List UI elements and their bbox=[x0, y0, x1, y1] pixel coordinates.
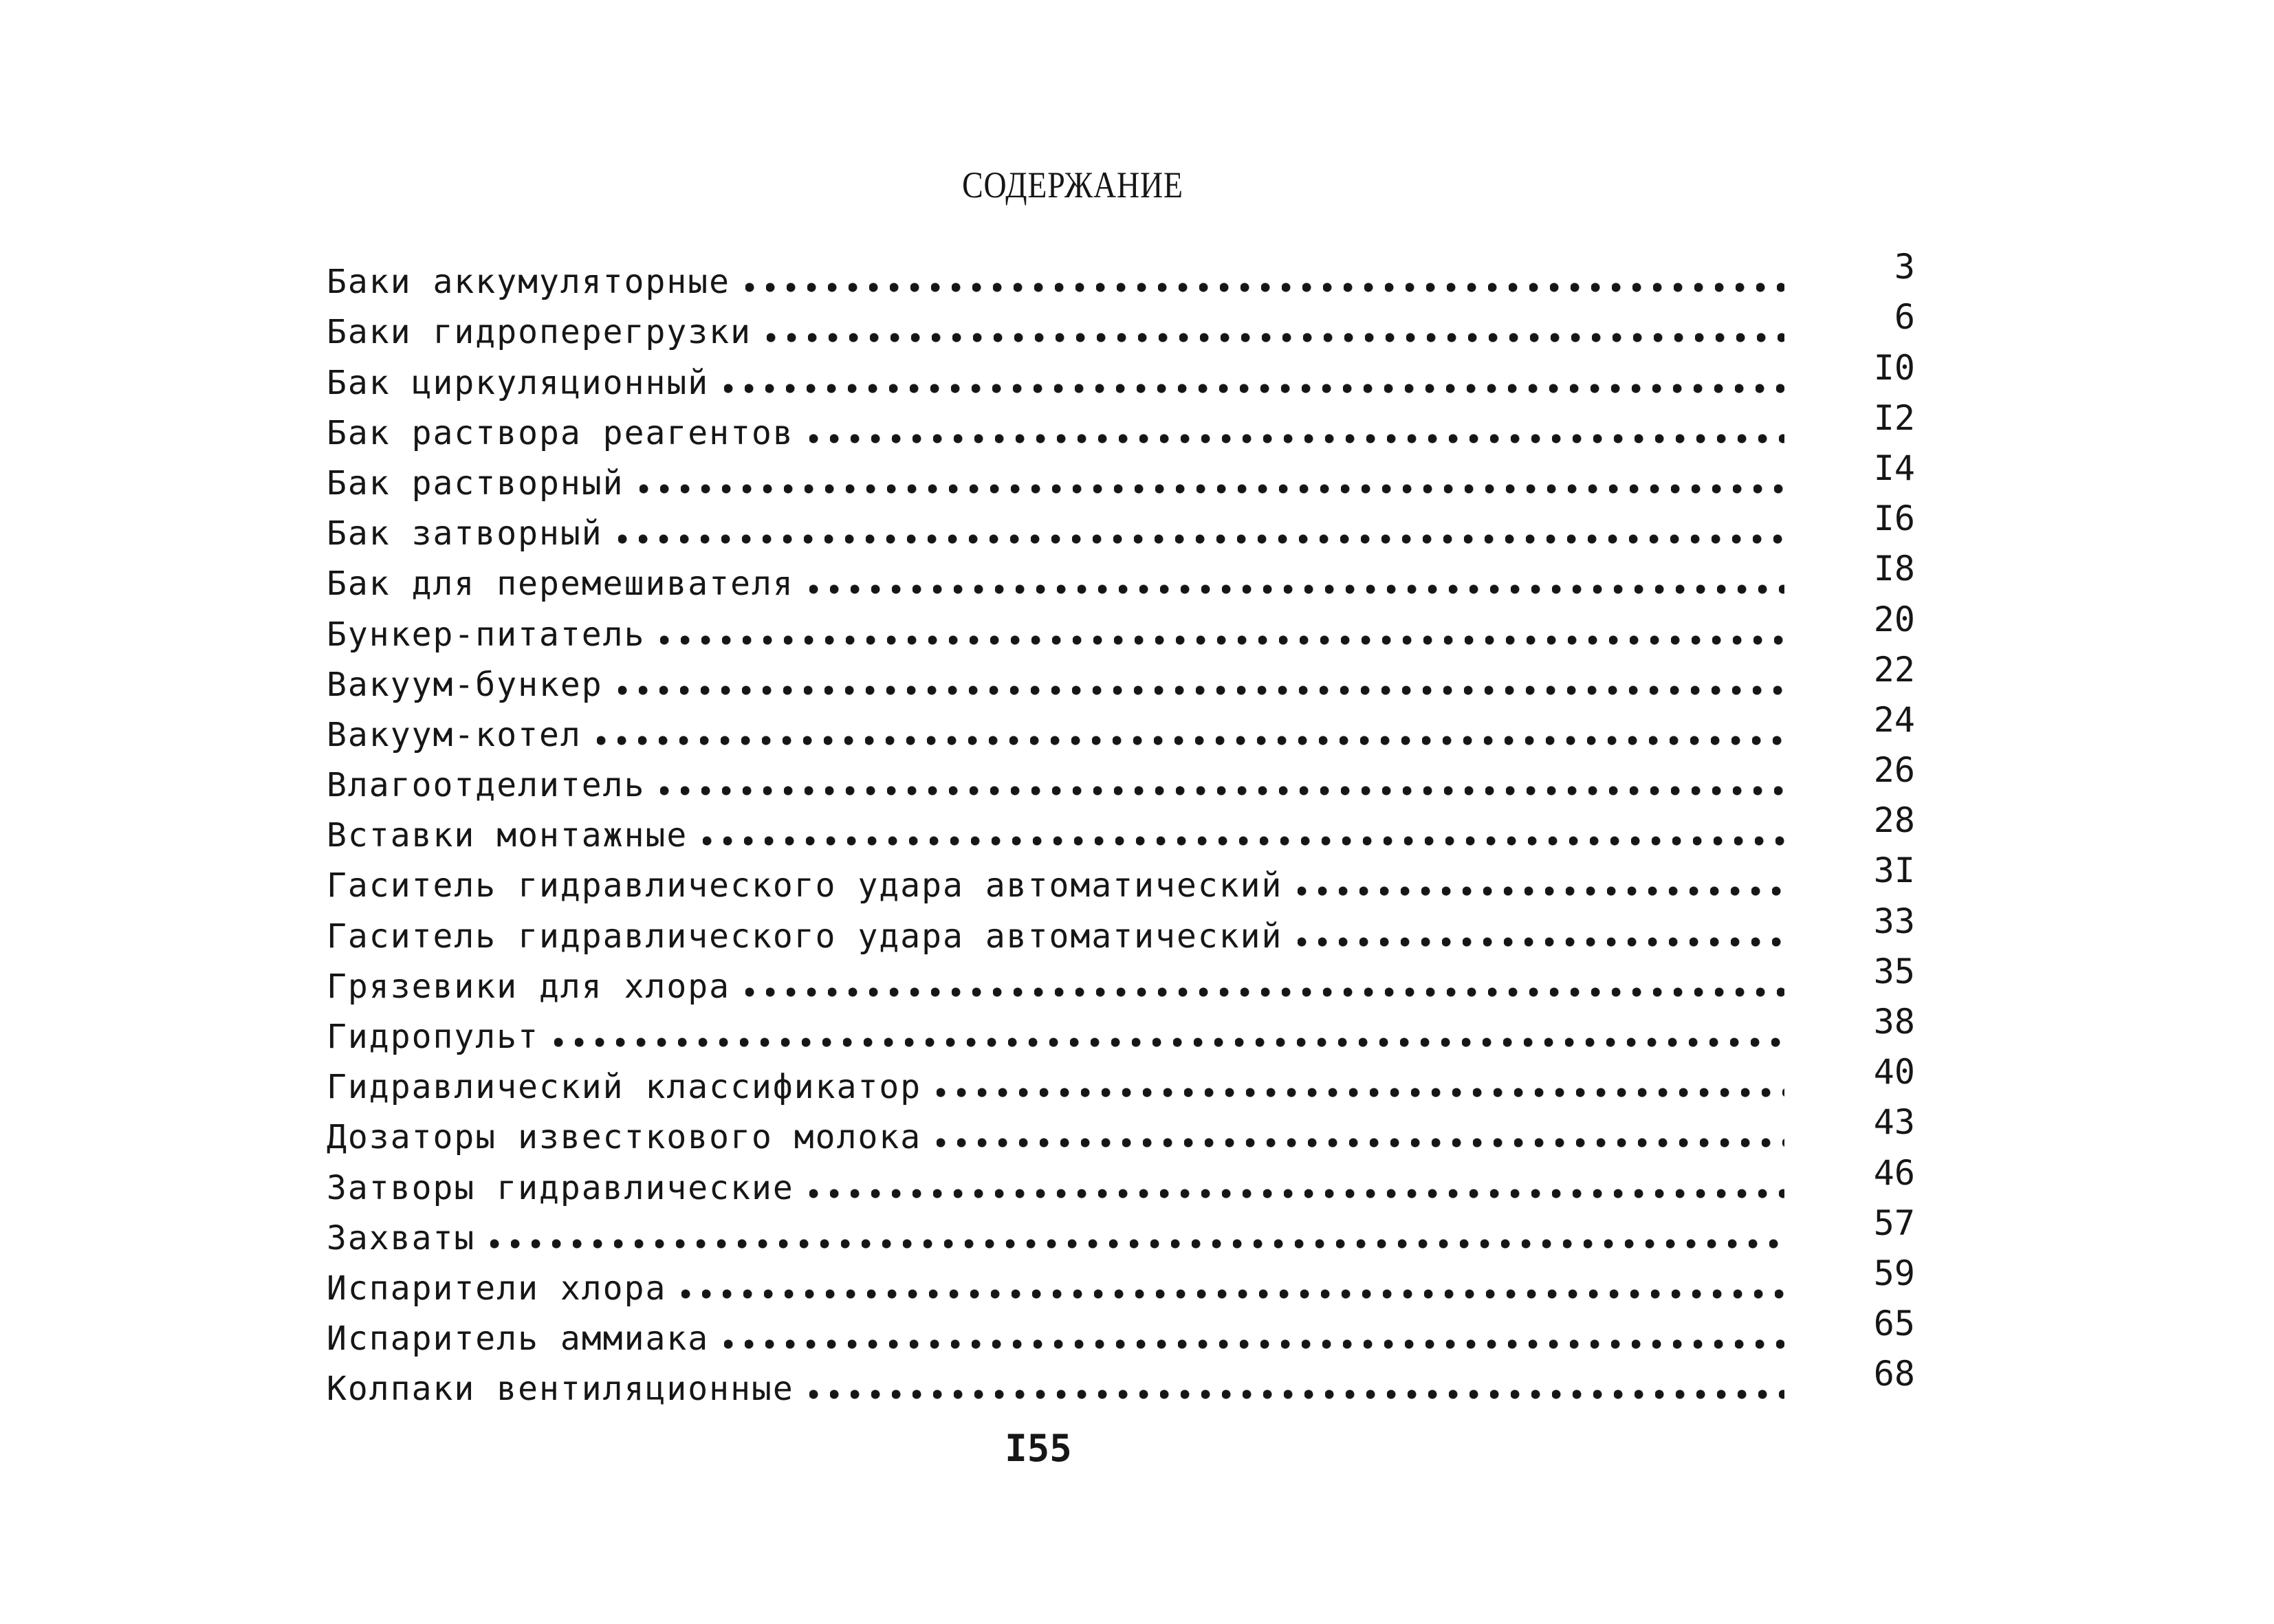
toc-entry bbox=[327, 347, 1915, 402]
dot-leader bbox=[597, 734, 1784, 747]
toc-entry bbox=[327, 498, 1915, 553]
toc-entry-title: Захваты bbox=[327, 1218, 476, 1258]
toc-entry bbox=[327, 1152, 1915, 1207]
toc-entry-page: 43 bbox=[1873, 1102, 1915, 1143]
toc-entry-title: Гаситель гидравлического удара автоматический bbox=[327, 917, 1283, 956]
toc-entry bbox=[327, 901, 1915, 956]
toc-entry-title: Вакуум-котел bbox=[327, 715, 582, 754]
dot-leader bbox=[681, 1287, 1784, 1301]
toc-entry-page: 59 bbox=[1873, 1253, 1915, 1293]
toc-entry-title: Гидравлический классификатор bbox=[327, 1068, 922, 1107]
toc-entry-page: 6 bbox=[1894, 297, 1915, 338]
toc-entry bbox=[327, 750, 1915, 805]
dot-leader bbox=[745, 281, 1784, 294]
toc-entry-page: 28 bbox=[1873, 800, 1915, 841]
dot-leader bbox=[703, 834, 1784, 848]
toc-entry-page: 38 bbox=[1873, 1002, 1915, 1042]
dot-leader bbox=[1298, 884, 1784, 898]
toc-entry bbox=[327, 649, 1915, 704]
dot-leader bbox=[639, 482, 1784, 496]
dot-leader bbox=[809, 1387, 1784, 1401]
dot-leader bbox=[724, 1337, 1784, 1351]
toc-entry bbox=[327, 951, 1915, 1006]
toc-entry-title: Гидропульт bbox=[327, 1018, 539, 1056]
toc-entry-page: 24 bbox=[1873, 699, 1915, 740]
toc-entry-title: Затворы гидравлические bbox=[327, 1168, 794, 1207]
toc-entry bbox=[327, 1002, 1915, 1056]
toc-entry bbox=[327, 699, 1915, 754]
toc-entry-page: 40 bbox=[1873, 1052, 1915, 1093]
toc-entry-page: 3 bbox=[1894, 247, 1915, 287]
toc-entry-page: 22 bbox=[1873, 649, 1915, 690]
page-title: СОДЕРЖАНИЕ bbox=[962, 164, 1183, 206]
dot-leader bbox=[618, 532, 1784, 546]
toc-entry-page: 35 bbox=[1873, 951, 1915, 991]
toc-entry bbox=[327, 297, 1915, 352]
toc-entry-title: Влагоотделитель bbox=[327, 766, 646, 805]
toc-entry-title: Бункер-питатель bbox=[327, 615, 646, 654]
toc-entry bbox=[327, 851, 1915, 906]
table-of-contents bbox=[327, 247, 1915, 1409]
dot-leader bbox=[1298, 935, 1784, 949]
toc-entry-page: 65 bbox=[1873, 1304, 1915, 1344]
toc-entry-title: Бак раствора реагентов bbox=[327, 413, 794, 452]
toc-entry-title: Бак растворный bbox=[327, 463, 624, 503]
toc-entry-title: Гаситель гидравлического удара автоматический bbox=[327, 866, 1283, 906]
dot-leader bbox=[490, 1237, 1784, 1251]
toc-entry bbox=[327, 1203, 1915, 1258]
dot-leader bbox=[809, 432, 1784, 446]
toc-entry bbox=[327, 1052, 1915, 1107]
dot-leader bbox=[554, 1035, 1784, 1049]
toc-entry-page: 33 bbox=[1873, 901, 1915, 941]
toc-entry bbox=[327, 549, 1915, 604]
dot-leader bbox=[809, 582, 1784, 596]
toc-entry-title: Колпаки вентиляционные bbox=[327, 1370, 794, 1409]
dot-leader bbox=[937, 1086, 1784, 1099]
toc-entry bbox=[327, 599, 1915, 654]
dot-leader bbox=[767, 331, 1784, 344]
toc-entry-title: Бак для перемешивателя bbox=[327, 564, 794, 604]
toc-entry-page: I8 bbox=[1873, 549, 1915, 589]
toc-entry bbox=[327, 1304, 1915, 1359]
toc-entry-page: 26 bbox=[1873, 750, 1915, 791]
toc-entry-page: I6 bbox=[1873, 498, 1915, 539]
toc-entry-title: Дозаторы известкового молока bbox=[327, 1118, 922, 1157]
toc-entry-page: 57 bbox=[1873, 1203, 1915, 1243]
dot-leader bbox=[745, 985, 1784, 999]
toc-entry-title: Баки аккумуляторные bbox=[327, 263, 731, 302]
dot-leader bbox=[809, 1187, 1784, 1200]
toc-entry-page: 46 bbox=[1873, 1152, 1915, 1193]
toc-entry-title: Бак циркуляционный bbox=[327, 363, 710, 402]
toc-entry-page: I4 bbox=[1873, 448, 1915, 488]
toc-entry bbox=[327, 448, 1915, 503]
toc-entry-page: I0 bbox=[1873, 347, 1915, 388]
toc-entry-title: Испарители хлора bbox=[327, 1269, 667, 1308]
toc-entry bbox=[327, 247, 1915, 302]
toc-entry-title: Вставки монтажные bbox=[327, 816, 688, 855]
toc-entry-title: Испаритель аммиака bbox=[327, 1319, 710, 1359]
dot-leader bbox=[660, 784, 1784, 798]
dot-leader bbox=[937, 1136, 1784, 1150]
dot-leader bbox=[660, 633, 1784, 647]
toc-entry-title: Бак затворный bbox=[327, 514, 603, 553]
toc-entry-title: Грязевики для хлора bbox=[327, 967, 731, 1006]
toc-entry bbox=[327, 1354, 1915, 1409]
toc-entry bbox=[327, 1102, 1915, 1157]
toc-entry bbox=[327, 397, 1915, 452]
toc-entry-title: Баки гидроперегрузки bbox=[327, 313, 752, 352]
toc-entry-page: I2 bbox=[1873, 397, 1915, 438]
toc-entry bbox=[327, 1253, 1915, 1308]
toc-entry-page: 20 bbox=[1873, 599, 1915, 639]
toc-entry-page: 3I bbox=[1873, 851, 1915, 891]
toc-entry-page: 68 bbox=[1873, 1354, 1915, 1394]
page-number: I55 bbox=[1005, 1427, 1072, 1470]
toc-entry-title: Вакуум-бункер bbox=[327, 665, 603, 704]
toc-entry bbox=[327, 800, 1915, 855]
dot-leader bbox=[618, 683, 1784, 697]
dot-leader bbox=[724, 382, 1784, 395]
